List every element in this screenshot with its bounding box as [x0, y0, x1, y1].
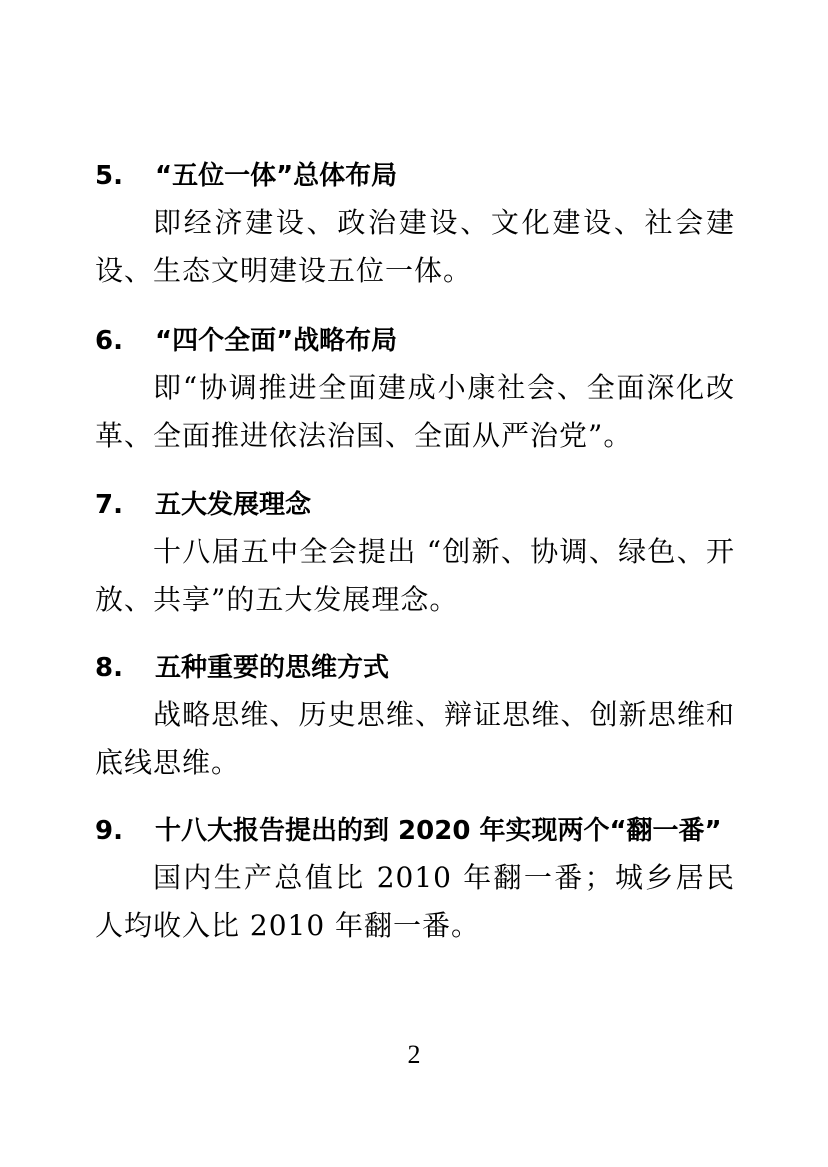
section-number: 8. [95, 653, 123, 683]
section-heading [95, 808, 735, 854]
section-8 [95, 645, 735, 787]
section-6 [95, 318, 735, 460]
section-title: “五位一体”总体布局 [155, 161, 398, 191]
section-body: 即经济建设、政治建设、文化建设、社会建设、生态文明建设五位一体。 [95, 206, 735, 287]
section-7 [95, 482, 735, 624]
section-number: 9. [95, 816, 123, 846]
section-title: 五大发展理念 [155, 490, 312, 520]
section-heading [95, 153, 735, 199]
section-heading [95, 482, 735, 528]
section-title: 五种重要的思维方式 [155, 653, 390, 683]
section-9 [95, 808, 735, 950]
section-title: 十八大报告提出的到 2020 年实现两个“翻一番” [155, 816, 722, 846]
section-number: 7. [95, 490, 123, 520]
section-body: 十八届五中全会提出 “创新、协调、绿色、开放、共享”的五大发展理念。 [95, 535, 735, 616]
section-heading [95, 318, 735, 364]
section-body: 战略思维、历史思维、辩证思维、创新思维和底线思维。 [95, 698, 735, 779]
section-number: 5. [95, 161, 123, 191]
section-heading [95, 645, 735, 691]
section-number: 6. [95, 326, 123, 356]
section-title: “四个全面”战略布局 [155, 326, 398, 356]
page-number: 2 [407, 1040, 421, 1069]
section-body: 即“协调推进全面建成小康社会、全面深化改革、全面推进依法治国、全面从严治党”。 [95, 371, 735, 452]
section-5 [95, 153, 735, 295]
section-body: 国内生产总值比 2010 年翻一番；城乡居民人均收入比 2010 年翻一番。 [95, 861, 735, 942]
